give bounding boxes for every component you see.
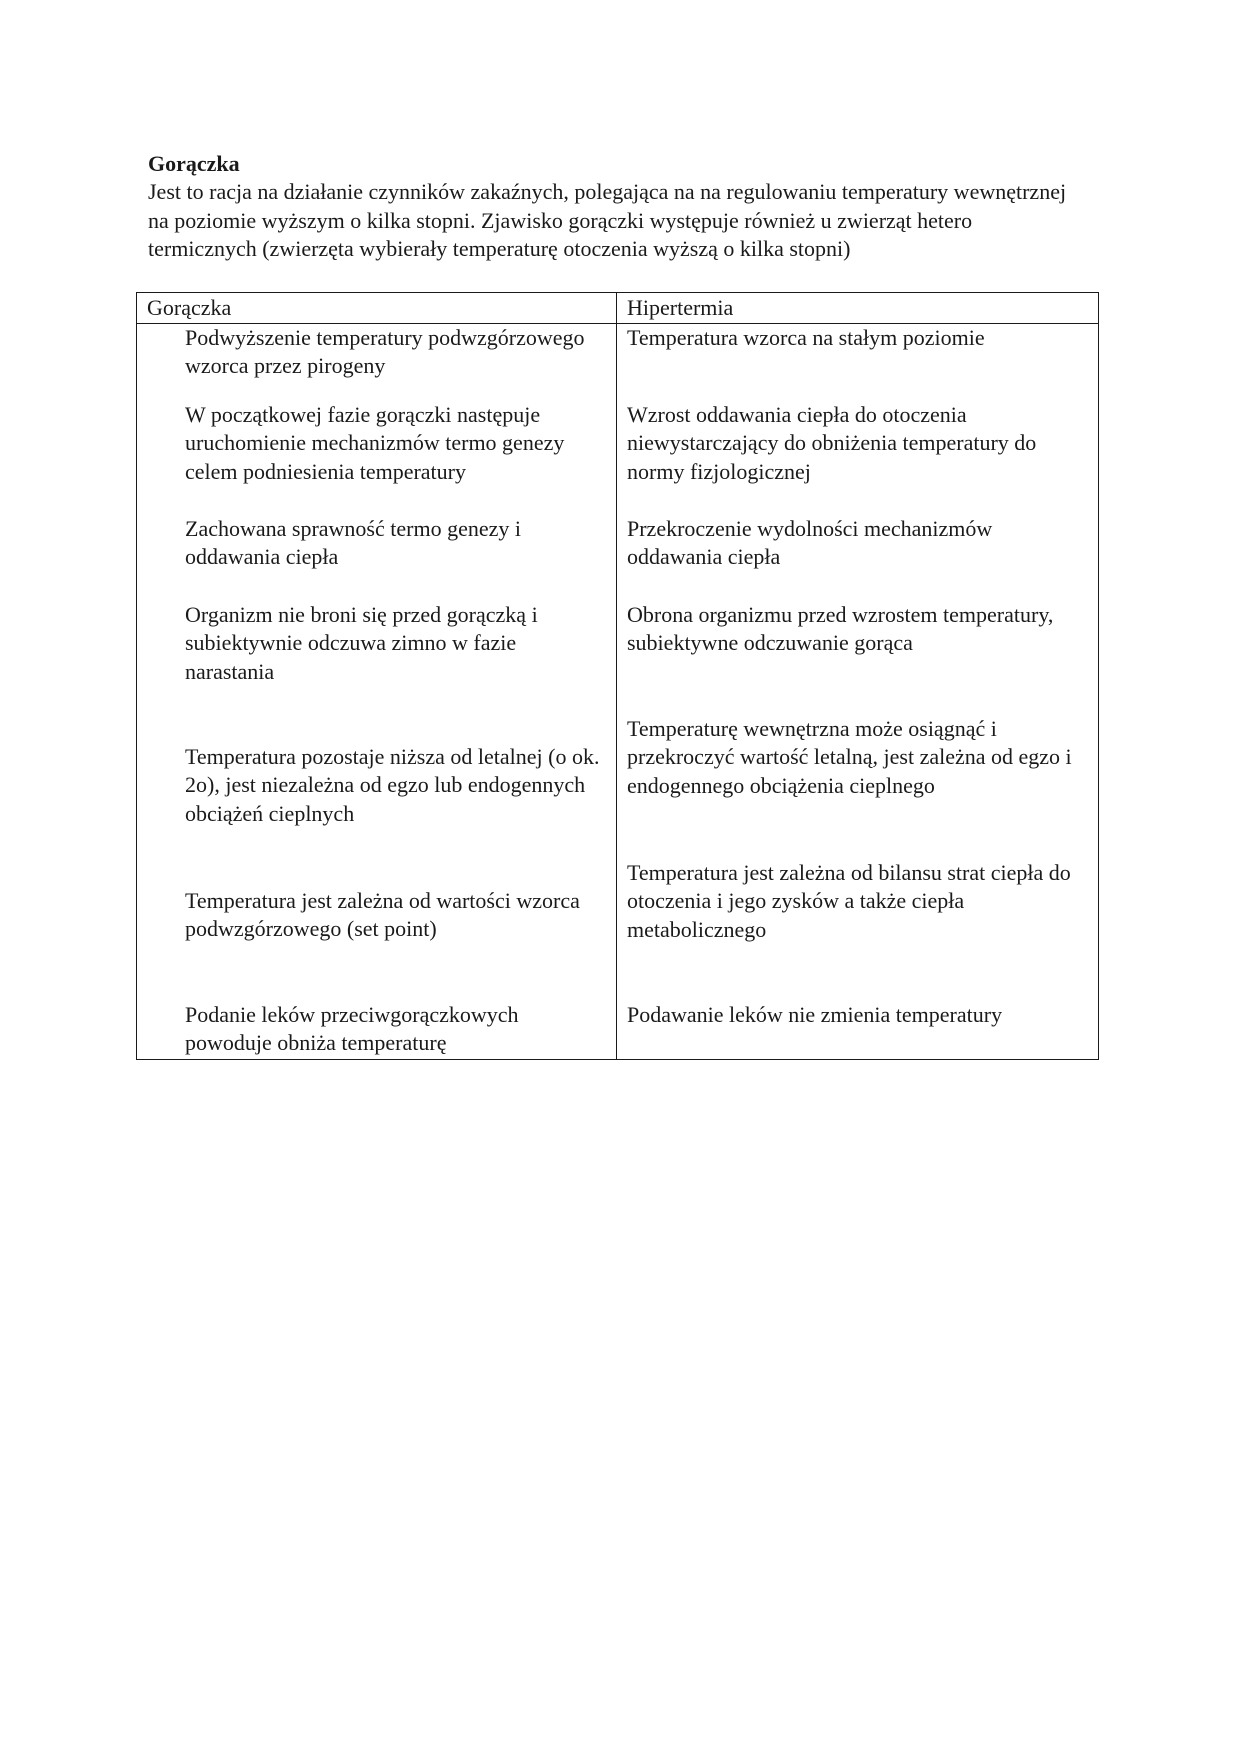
intro-paragraph: Jest to racja na działanie czynników zakaźnych, polegająca na na regulowaniu temperatury wewnętrznej na poziomie wyższym o kilka stopni. Zjawisko gorączki występuje również u zwierząt hetero termicznych (zwierzęta wybierały temperaturę otoczenia wyższą o kilka stopni) bbox=[148, 179, 1067, 261]
fever-cell-text: Podanie leków przeciwgorączkowych powoduje obniża temperaturę bbox=[185, 1001, 519, 1055]
hyperthermia-cell bbox=[617, 601, 1099, 715]
fever-cell-text: Temperatura jest zależna od wartości wzorca podwzgórzowego (set point) bbox=[185, 887, 580, 941]
hyperthermia-cell bbox=[617, 401, 1099, 515]
header-fever: Gorączka bbox=[137, 293, 617, 324]
hyperthermia-cell-text: Temperatura wzorca na stałym poziomie bbox=[627, 324, 985, 350]
fever-cell bbox=[137, 1001, 617, 1060]
hyperthermia-cell-text: Obrona organizmu przed wzrostem temperatury, subiektywne odczuwanie gorąca bbox=[627, 601, 1054, 655]
header-hyperthermia: Hipertermia bbox=[617, 293, 1099, 324]
fever-cell bbox=[137, 859, 617, 1001]
comparison-table bbox=[136, 292, 1099, 1060]
fever-cell bbox=[137, 715, 617, 859]
fever-cell-text: Organizm nie broni się przed gorączką i subiektywnie odczuwa zimno w fazie narastania bbox=[185, 601, 538, 684]
table-row bbox=[137, 323, 1099, 401]
hyperthermia-cell bbox=[617, 323, 1099, 401]
fever-cell bbox=[137, 401, 617, 515]
table-row bbox=[137, 601, 1099, 715]
hyperthermia-cell bbox=[617, 715, 1099, 859]
fever-cell bbox=[137, 601, 617, 715]
hyperthermia-cell-text: Wzrost oddawania ciepła do otoczenia niewystarczający do obniżenia temperatury do normy fizjologicznej bbox=[627, 401, 1037, 484]
hyperthermia-cell-text: Temperaturę wewnętrzna może osiągnąć i przekroczyć wartość letalną, jest zależna od egzo i endogennego obciążenia cieplnego bbox=[627, 715, 1072, 798]
table-row bbox=[137, 1001, 1099, 1060]
hyperthermia-cell-text: Przekroczenie wydolności mechanizmów oddawania ciepła bbox=[627, 515, 993, 569]
hyperthermia-cell bbox=[617, 859, 1099, 1001]
hyperthermia-cell-text: Podawanie leków nie zmienia temperatury bbox=[627, 1001, 1003, 1027]
fever-cell-text: Podwyższenie temperatury podwzgórzowego wzorca przez pirogeny bbox=[185, 324, 585, 378]
table-header-row bbox=[137, 293, 1099, 324]
hyperthermia-cell-text: Temperatura jest zależna od bilansu strat ciepła do otoczenia i jego zysków a także ciepła metabolicznego bbox=[627, 859, 1071, 942]
table-row bbox=[137, 715, 1099, 859]
fever-cell-text: W początkowej fazie gorączki następuje uruchomienie mechanizmów termo genezy celem podniesienia temperatury bbox=[185, 401, 565, 484]
hyperthermia-cell bbox=[617, 1001, 1099, 1060]
fever-cell bbox=[137, 515, 617, 601]
table-row bbox=[137, 401, 1099, 515]
hyperthermia-cell bbox=[617, 515, 1099, 601]
table-row bbox=[137, 859, 1099, 1001]
fever-cell bbox=[137, 323, 617, 401]
document-title: Gorączka bbox=[148, 151, 240, 176]
table-row bbox=[137, 515, 1099, 601]
fever-cell-text: Zachowana sprawność termo genezy i oddawania ciepła bbox=[185, 515, 521, 569]
fever-cell-text: Temperatura pozostaje niższa od letalnej (o ok. 2o), jest niezależna od egzo lub endogennych obciążeń cieplnych bbox=[185, 743, 600, 826]
